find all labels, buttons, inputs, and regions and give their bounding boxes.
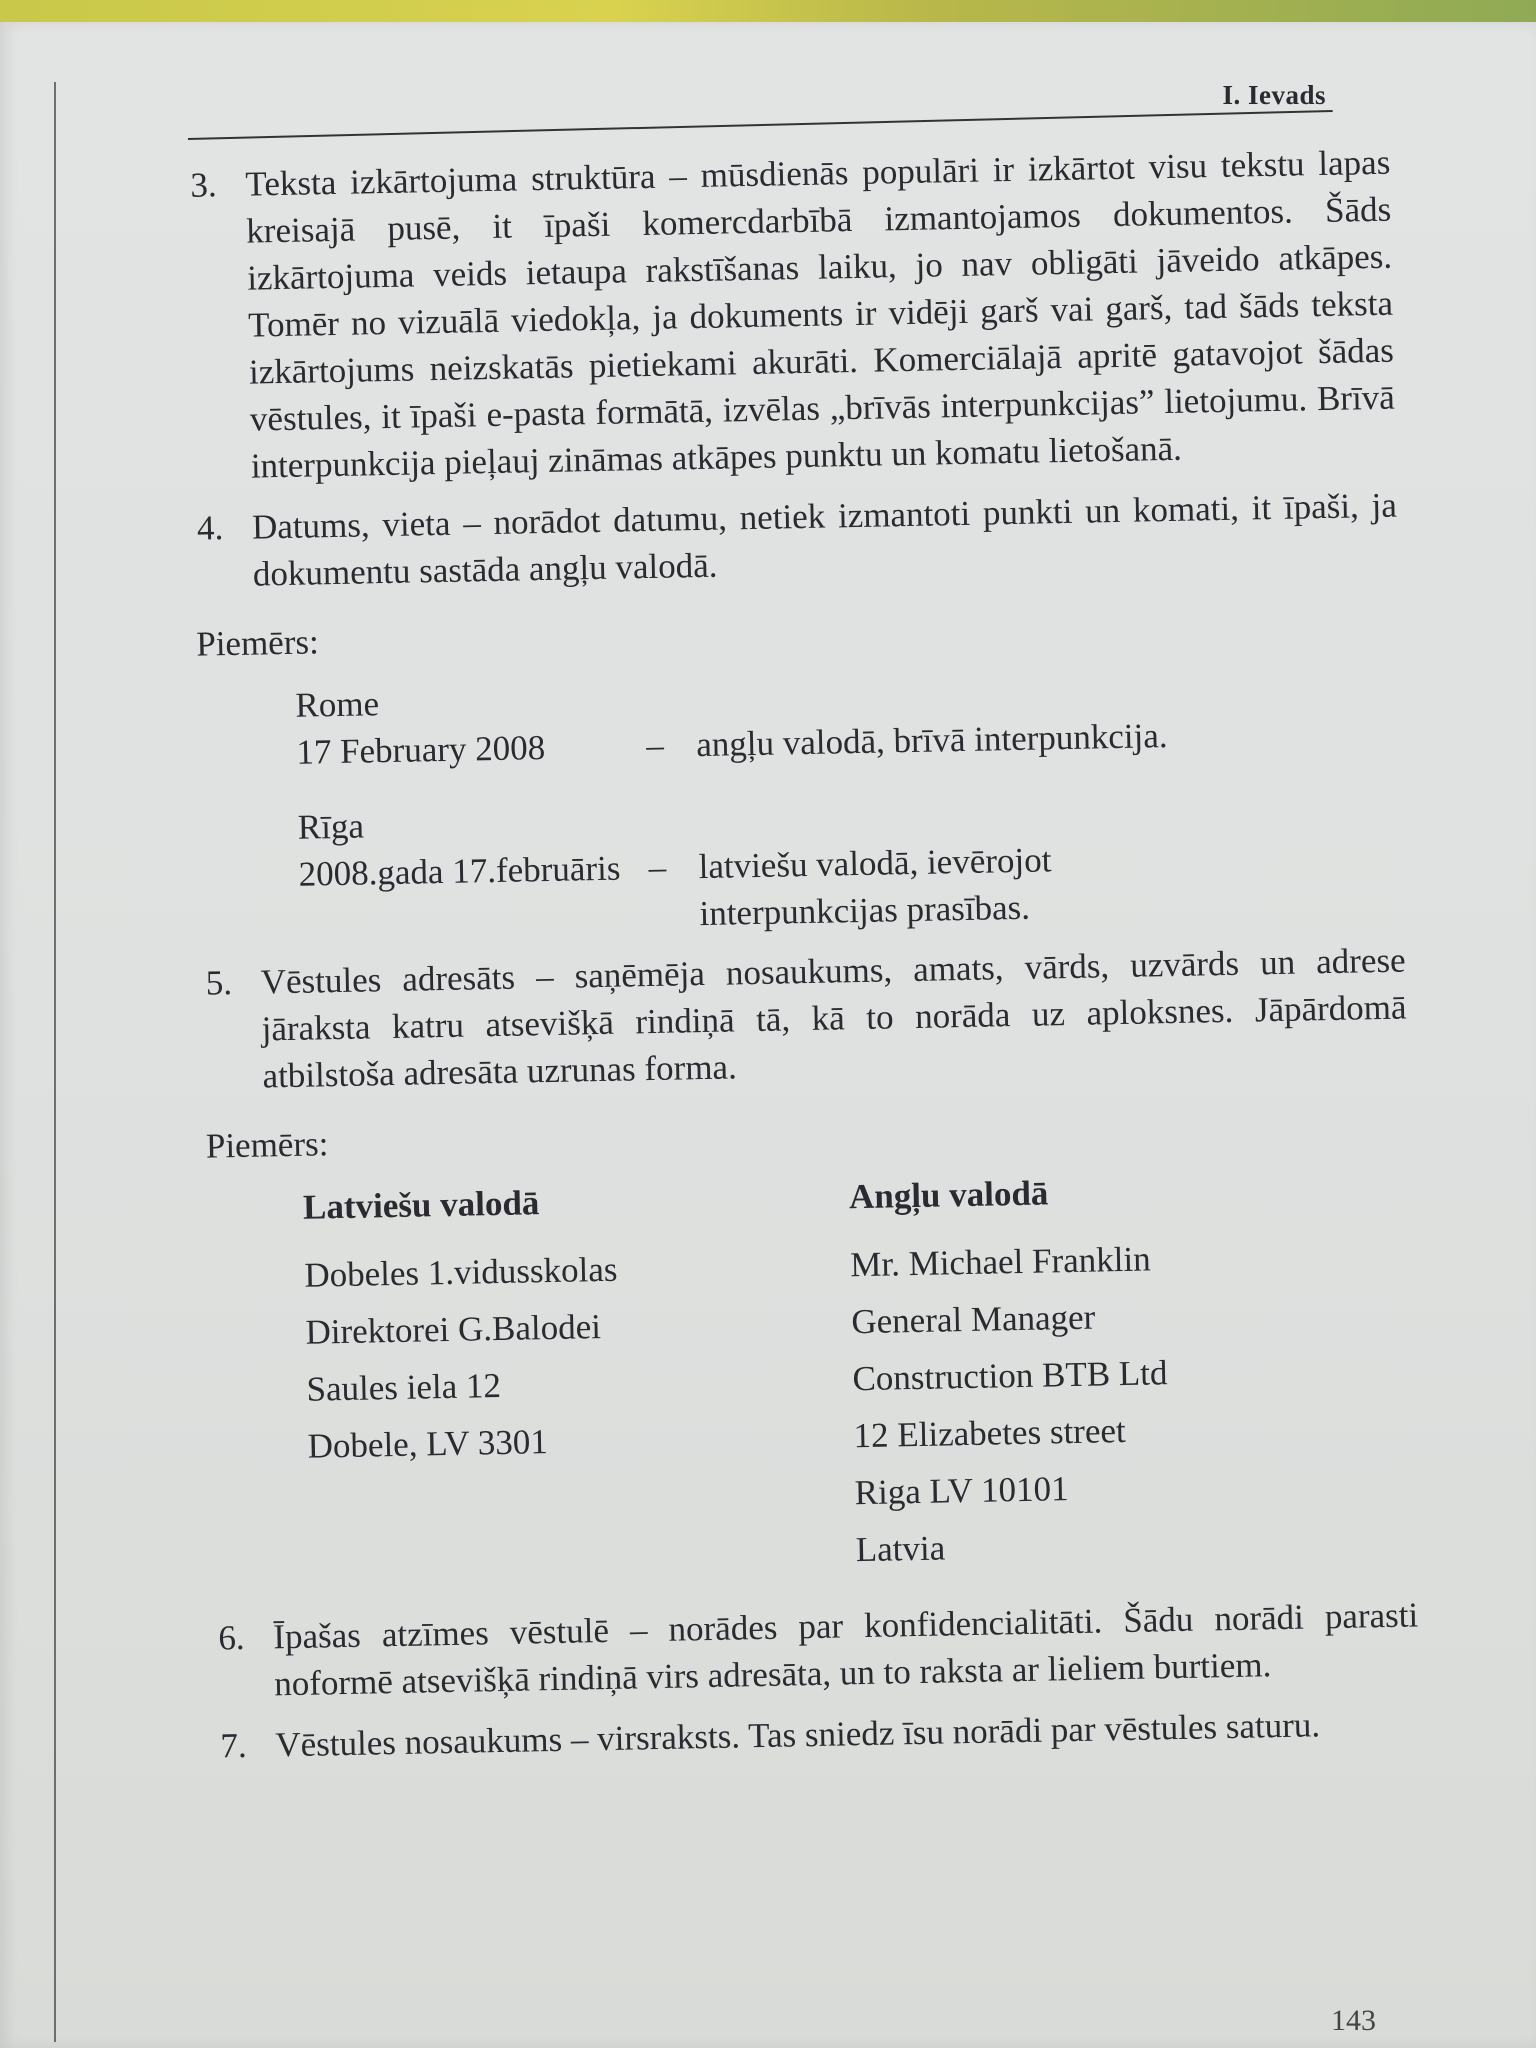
list-item-4 — [182, 482, 1399, 599]
item-text: Vēstules nosaukums – virsraksts. Tas sniedz īsu norādi par vēstules saturu. — [275, 1705, 1321, 1765]
running-header: I. Ievads — [1222, 80, 1326, 110]
example-label: Piemērs: — [195, 622, 320, 664]
address-line: General Manager — [851, 1297, 1096, 1342]
example-dash: – — [648, 847, 667, 888]
page-number: 143 — [1331, 2004, 1376, 2037]
item-text: Īpašas atzīmes vēstulē – norādes par konfidencialitāti. Šādu norādi parasti noformē atsevišķā rindiņā virs adresāta, un to raksta ar lieliem burtiem. — [272, 1595, 1419, 1704]
list-item-7 — [205, 1699, 1421, 1769]
item-number: 3. — [190, 165, 218, 205]
address-line: 12 Elizabetes street — [853, 1410, 1127, 1456]
address-line: Mr. Michael Franklin — [849, 1239, 1151, 1285]
list-item-3 — [175, 139, 1396, 491]
example-city: Rīga — [297, 806, 365, 847]
address-line: Construction BTB Ltd — [852, 1353, 1168, 1399]
column-heading: Angļu valodā — [848, 1173, 1049, 1217]
item-number: 6. — [217, 1617, 245, 1658]
page-content — [175, 139, 1419, 1784]
item-text: Datums, vieta – norādot datumu, netiek izmantoti punkti un komati, it īpaši, ja dokumentu sastāda angļu valodā. — [251, 485, 1398, 594]
item-text: Teksta izkārtojuma struktūra – mūsdienās populāri ir izkārtot visu tekstu lapas kreisajā pusē, it īpaši komercdarbībā izmantojamos dokumentos. Šāds izkārtojuma veids ietaupa rakstīšanas laiku, jo nav obligāti jāveido atkāpes. Tomēr no vizuālā viedokļa, ja dokuments ir vidēji garš vai garš, tad šāds teksta izkārtojums neizskatās pietiekami akurāti. Komerciālajā apritē gatavojot šādas vēstules, it īpaši e-pasta formātā, izvēlas „brīvās interpunkcijas” lietojumu. Brīvā interpunkcija pieļauj zināmas atkāpes punktu un komatu lietošanā. — [245, 142, 1396, 486]
example-description: latviešu valodā, ievērojot interpunkcijas prasības. — [698, 840, 1052, 934]
address-line: Latvia — [855, 1528, 946, 1570]
margin-line — [54, 82, 56, 2042]
address-column-latvian — [303, 1173, 857, 1588]
item-number: 7. — [220, 1725, 248, 1766]
list-item-6 — [203, 1591, 1420, 1708]
example-date: 17 February 2008 — [295, 728, 546, 772]
item-number: 5. — [205, 963, 233, 1003]
address-line: Direktorei G.Balodei — [305, 1307, 602, 1352]
date-example-english — [295, 662, 1347, 776]
item-text: Vēstules adresāts – saņēmēja nosaukums, amats, vārds, uzvārds un adrese jāraksta katru atsevišķā rindiņā tā, kā to norāda uz aploksnes. Jāpārdomā atbilstoša adresāta uzrunas forma. — [260, 940, 1407, 1096]
address-example — [303, 1163, 1403, 1589]
column-heading: Latviešu valodā — [302, 1183, 540, 1227]
example-date: 2008.gada 17.februāris — [298, 848, 621, 894]
example-description: angļu valodā, brīvā interpunkcija. — [695, 716, 1168, 765]
address-line: Dobele, LV 3301 — [307, 1422, 549, 1466]
address-column-english — [849, 1163, 1403, 1578]
item-number: 4. — [196, 508, 224, 548]
date-example-latvian — [297, 784, 1349, 934]
example-label: Piemērs: — [205, 1124, 329, 1166]
example-city: Rome — [295, 684, 380, 725]
list-item-5 — [190, 937, 1407, 1101]
example-dash: – — [645, 725, 665, 766]
address-line: Riga LV 10101 — [854, 1469, 1069, 1513]
header-rule — [188, 110, 1333, 140]
book-page — [0, 22, 1536, 2048]
address-line: Dobeles 1.vidusskolas — [304, 1249, 618, 1295]
address-line: Saules iela 12 — [306, 1365, 502, 1409]
